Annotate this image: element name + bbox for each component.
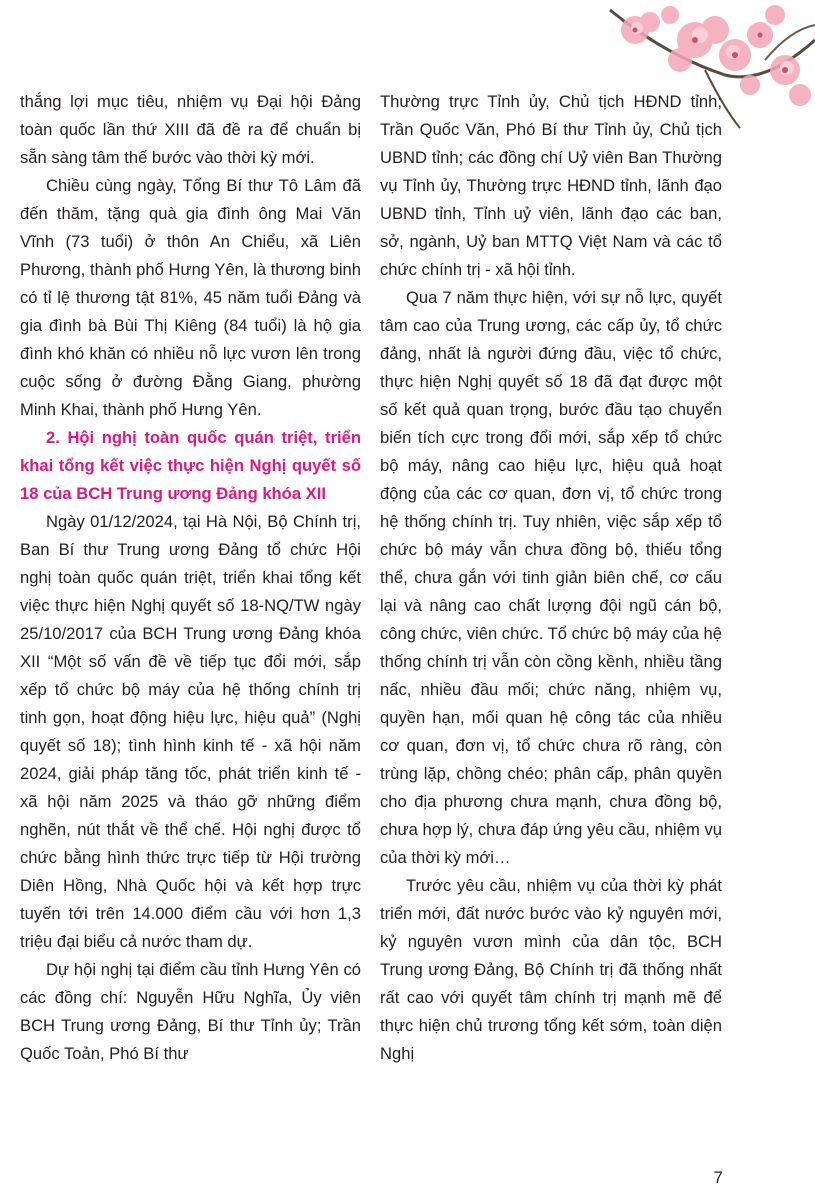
- paragraph: Chiều cùng ngày, Tổng Bí thư Tô Lâm đã đến thăm, tặng quà gia đình ông Mai Văn Vĩnh (73 tuổi) ở thôn An Chiểu, xã Liên Phương, thành phố Hưng Yên, là thương binh có tỉ lệ thương tật 81%, 45 năm tuổi Đảng và gia đình bà Bùi Thị Kiêng (84 tuổi) là hộ gia đình khó khăn có nhiều nỗ lực vươn lên trong cuộc sống ở đường Đằng Giang, phường Minh Khai, thành phố Hưng Yên.: [20, 176, 361, 419]
- right-column: [380, 88, 722, 1068]
- page-number: 7: [713, 1168, 723, 1187]
- paragraph: Thường trực Tỉnh ủy, Chủ tịch HĐND tỉnh; Trần Quốc Văn, Phó Bí thư Tỉnh ủy, Chủ tịch UBND tỉnh; các đồng chí Uỷ viên Ban Thường vụ Tỉnh ủy, Thường trực HĐND tỉnh, lãnh đạo UBND tỉnh, Tỉnh uỷ viên, lãnh đạo các ban, sở, ngành, Uỷ ban MTTQ Việt Nam và các tổ chức chính trị - xã hội tỉnh.: [380, 92, 722, 279]
- paragraph: Qua 7 năm thực hiện, với sự nỗ lực, quyết tâm cao của Trung ương, các cấp ủy, tổ chức đảng, nhất là người đứng đầu, việc tổ chức, thực hiện Nghị quyết số 18 đã đạt được một số kết quả quan trọng, bước đầu tạo chuyển biến tích cực trong đổi mới, sắp xếp tổ chức bộ máy, nâng cao hiệu lực, hiệu quả hoạt động của các cơ quan, đơn vị, tổ chức trong hệ thống chính trị. Tuy nhiên, việc sắp xếp tổ chức bộ máy vẫn chưa đồng bộ, thiếu tổng thể, chưa gắn với tinh giản biên chế, cơ cấu lại và nâng cao chất lượng đội ngũ cán bộ, công chức, viên chức. Tổ chức bộ máy của hệ thống chính trị vẫn còn cồng kềnh, nhiều tầng nấc, nhiều đầu mối; chức năng, nhiệm vụ, quyền hạn, mối quan hệ công tác của nhiều cơ quan, đơn vị, tổ chức chưa rõ ràng, còn trùng lặp, chồng chéo; phân cấp, phân quyền cho địa phương chưa mạnh, chưa đồng bộ, chưa hợp lý, chưa đáp ứng yêu cầu, nhiệm vụ của thời kỳ mới…: [380, 288, 723, 867]
- section-heading: 2. Hội nghị toàn quốc quán triệt, triển khai tổng kết việc thực hiện Nghị quyết số 18 của BCH Trung ương Đảng khóa XII: [20, 428, 361, 503]
- paragraph: thắng lợi mục tiêu, nhiệm vụ Đại hội Đảng toàn quốc lần thứ XIII đã đề ra để chuẩn bị sẵn sàng tâm thế bước vào thời kỳ mới.: [20, 92, 361, 167]
- paragraph: Dự hội nghị tại điểm cầu tỉnh Hưng Yên có các đồng chí: Nguyễn Hữu Nghĩa, Ủy viên BCH Trung ương Đảng, Bí thư Tỉnh ủy; Trần Quốc Toản, Phó Bí thư: [20, 960, 361, 1063]
- paragraph: Trước yêu cầu, nhiệm vụ của thời kỳ phát triển mới, đất nước bước vào kỷ nguyên mới, kỷ nguyên vươn mình của dân tộc, BCH Trung ương Đảng, Bộ Chính trị đã thống nhất rất cao với quyết tâm chính trị mạnh mẽ để thực hiện chủ trương tổng kết sớm, toàn diện Nghị: [380, 876, 722, 1063]
- paragraph: Ngày 01/12/2024, tại Hà Nội, Bộ Chính trị, Ban Bí thư Trung ương Đảng tổ chức Hội nghị toàn quốc quán triệt, triển khai tổng kết việc thực hiện Nghị quyết số 18-NQ/TW ngày 25/10/2017 của BCH Trung ương Đảng khóa XII “Một số vấn đề về tiếp tục đổi mới, sắp xếp tổ chức bộ máy của hệ thống chính trị tinh gọn, hoạt động hiệu lực, hiệu quả” (Nghị quyết số 18); tình hình kinh tế - xã hội năm 2024, giải pháp tăng tốc, phát triển kinh tế - xã hội năm 2025 và tháo gỡ những điểm nghẽn, nút thắt về thể chế. Hội nghị được tổ chức bằng hình thức trực tiếp từ Hội trường Diên Hồng, Nhà Quốc hội và kết hợp trực tuyến tới trên 14.000 điểm cầu với hơn 1,3 triệu đại biểu cả nước tham dự.: [20, 512, 361, 951]
- left-column: [20, 88, 361, 1068]
